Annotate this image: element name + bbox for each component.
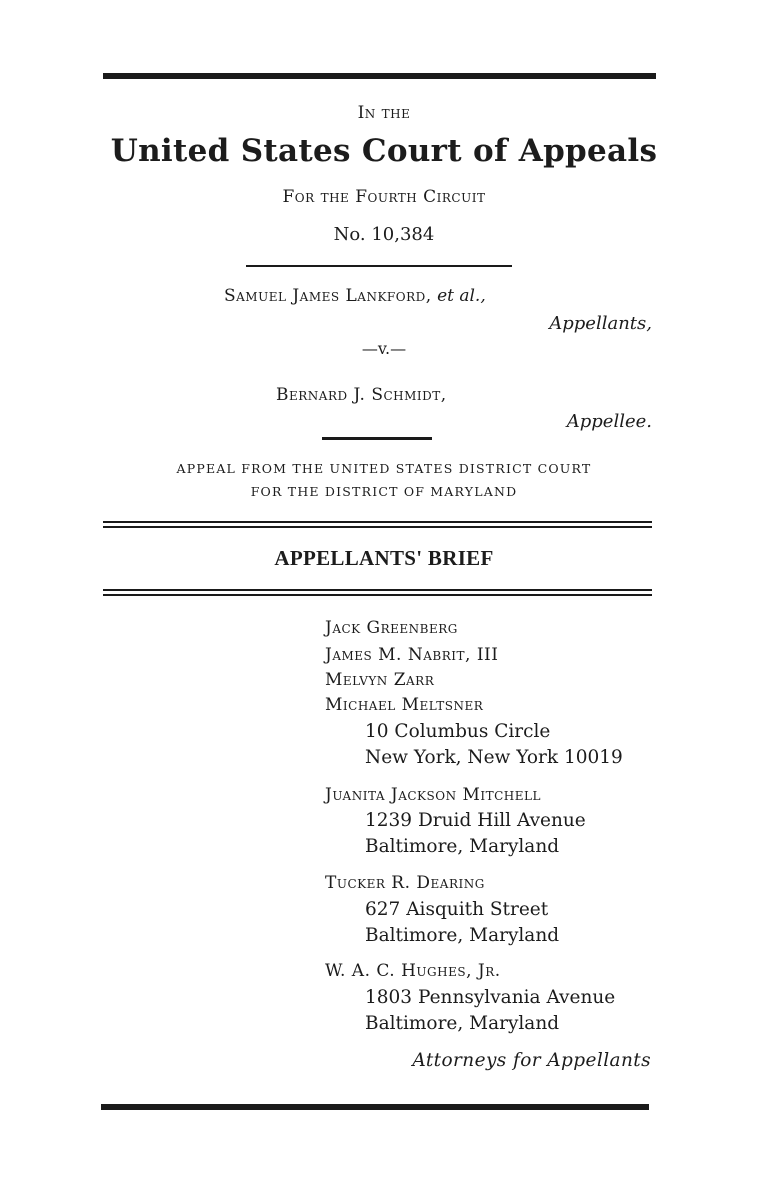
counsel-address: New York, New York 10019 xyxy=(365,747,623,768)
counsel-name: Jack Greenberg xyxy=(325,618,458,638)
top-rule xyxy=(103,73,656,79)
versus-label: —v.— xyxy=(361,339,407,358)
title-rule-top xyxy=(103,521,652,528)
bottom-rule xyxy=(101,1104,649,1110)
caption-divider xyxy=(246,265,512,267)
docket-number: No. 10,384 xyxy=(333,224,435,245)
appellant-name-text: Samuel James Lankford, xyxy=(224,286,432,306)
title-rule-bottom xyxy=(103,589,652,596)
counsel-name: Juanita Jackson Mitchell xyxy=(325,785,541,805)
appellant-etal: et al., xyxy=(437,286,486,306)
appeal-line-1: APPEAL FROM THE UNITED STATES DISTRICT COURT xyxy=(176,461,592,476)
appellant-name xyxy=(224,286,486,306)
counsel-address: Baltimore, Maryland xyxy=(365,1013,560,1034)
attorneys-for-label: Attorneys for Appellants xyxy=(412,1050,651,1071)
counsel-name: W. A. C. Hughes, Jr. xyxy=(325,961,501,981)
counsel-address: Baltimore, Maryland xyxy=(365,925,560,946)
counsel-address: Baltimore, Maryland xyxy=(365,836,560,857)
counsel-address: 627 Aisquith Street xyxy=(365,899,549,920)
appellee-role: Appellee. xyxy=(566,411,652,432)
counsel-address: 1239 Druid Hill Avenue xyxy=(365,810,586,831)
brief-title: APPELLANTS' BRIEF xyxy=(274,546,494,570)
counsel-address: 1803 Pennsylvania Avenue xyxy=(365,987,616,1008)
counsel-name: James M. Nabrit, III xyxy=(325,645,499,665)
circuit-label: For the Fourth Circuit xyxy=(282,187,486,207)
counsel-name: Tucker R. Dearing xyxy=(325,873,485,893)
counsel-name: Melvyn Zarr xyxy=(325,670,435,690)
appellee-name: Bernard J. Schmidt, xyxy=(276,385,447,405)
appeal-line-2: FOR THE DISTRICT OF MARYLAND xyxy=(250,484,518,499)
appellant-role: Appellants, xyxy=(549,313,652,334)
court-name: United States Court of Appeals xyxy=(110,133,658,169)
in-the-label: In the xyxy=(357,103,411,123)
counsel-address: 10 Columbus Circle xyxy=(365,721,551,742)
parties-divider xyxy=(322,437,432,440)
counsel-name: Michael Meltsner xyxy=(325,695,484,715)
